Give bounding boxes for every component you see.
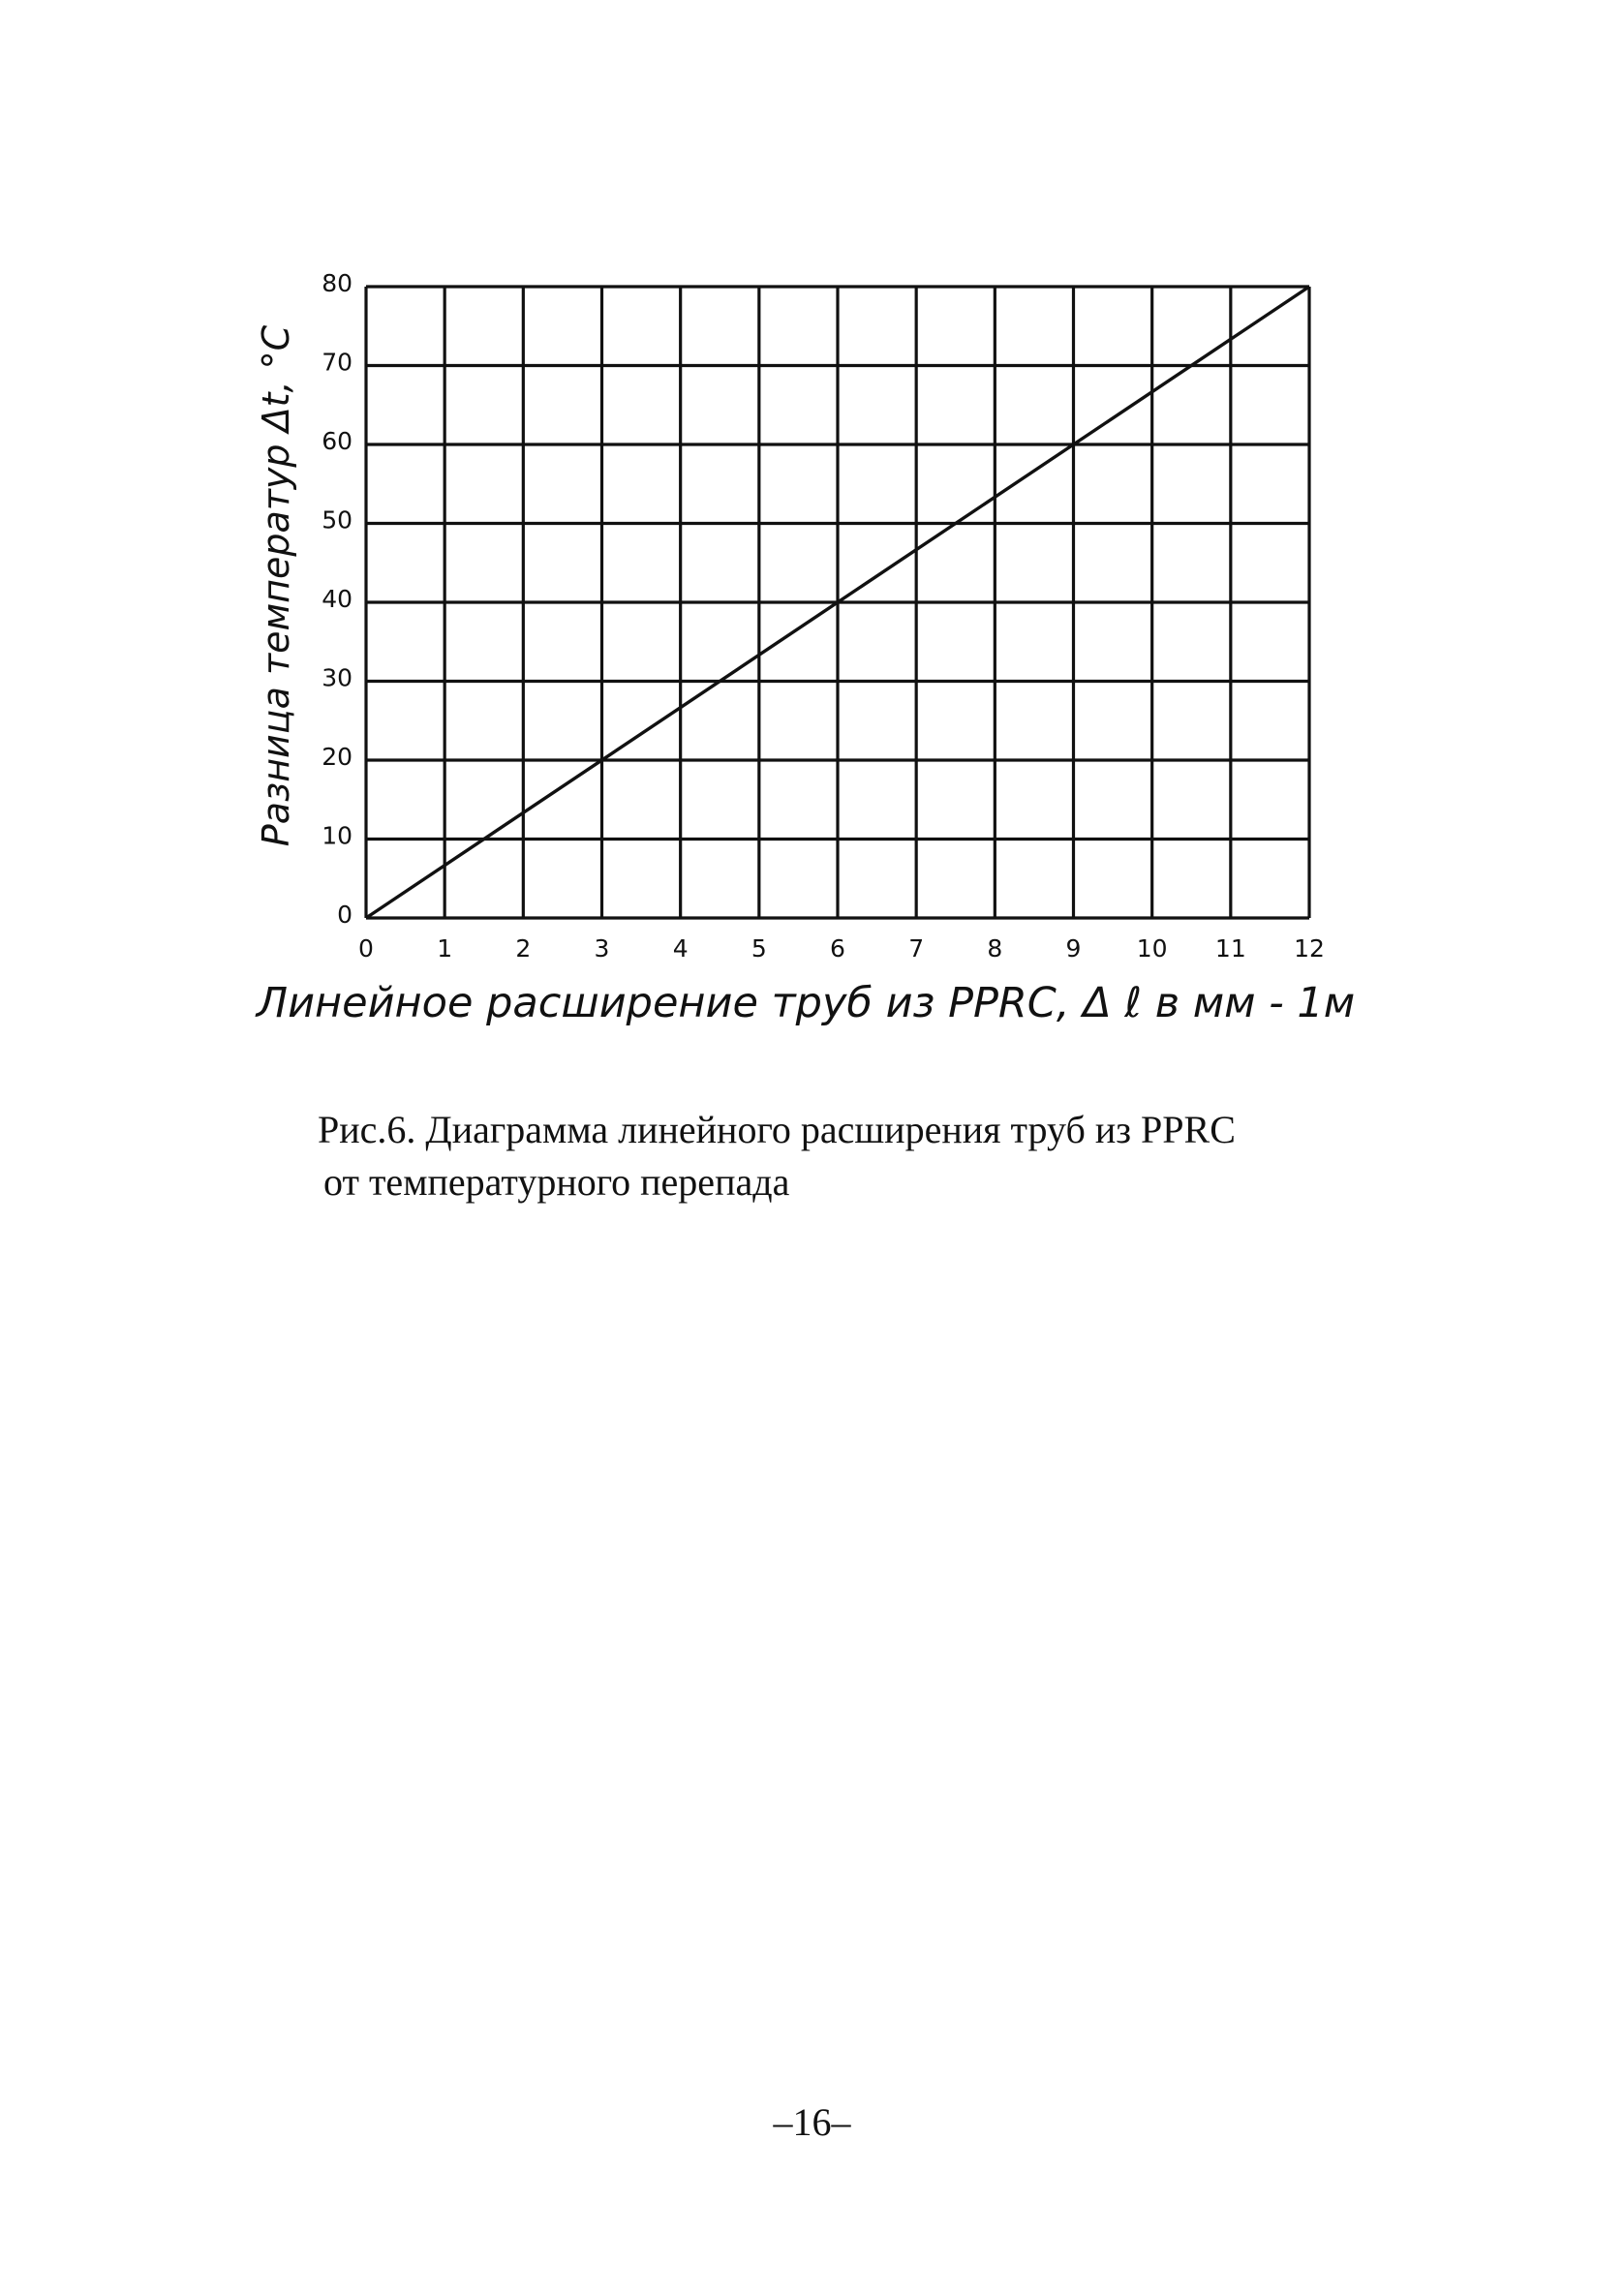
y-tick-labels	[322, 269, 352, 929]
x-tick-label: 0	[358, 934, 374, 963]
y-tick-label: 30	[322, 663, 352, 692]
x-tick-label: 10	[1136, 934, 1168, 963]
x-tick-label: 11	[1214, 934, 1246, 963]
y-tick-label: 70	[322, 348, 352, 377]
x-tick-label: 7	[908, 934, 925, 963]
x-tick-labels	[358, 934, 1325, 963]
y-tick-label: 10	[322, 821, 352, 850]
x-tick-label: 9	[1065, 934, 1082, 963]
y-tick-label: 60	[322, 427, 352, 455]
caption-line-2: от температурного перепада	[323, 1160, 790, 1204]
x-tick-label: 3	[594, 934, 610, 963]
caption-line-1: Рис.6. Диаграмма линейного расширения труб из PPRC	[318, 1108, 1236, 1151]
chart	[0, 0, 1624, 1085]
figure-caption	[318, 1104, 1383, 1208]
y-axis-label: Разница температур Δt, °C	[255, 324, 297, 847]
x-tick-label: 12	[1294, 934, 1325, 963]
x-tick-label: 4	[672, 934, 689, 963]
x-tick-label: 8	[987, 934, 1003, 963]
y-tick-label: 50	[322, 505, 352, 535]
y-tick-label: 80	[322, 269, 352, 297]
x-tick-label: 2	[515, 934, 532, 963]
y-tick-label: 0	[337, 901, 352, 929]
y-tick-label: 40	[322, 585, 352, 613]
x-axis-label: Линейное расширение труб из PPRC, Δ ℓ в мм - 1м	[256, 979, 1356, 1027]
x-tick-label: 6	[830, 934, 845, 963]
x-tick-label: 1	[437, 934, 453, 963]
x-tick-label: 5	[751, 934, 767, 963]
page-number: –16–	[773, 2100, 851, 2144]
y-tick-label: 20	[322, 743, 352, 771]
